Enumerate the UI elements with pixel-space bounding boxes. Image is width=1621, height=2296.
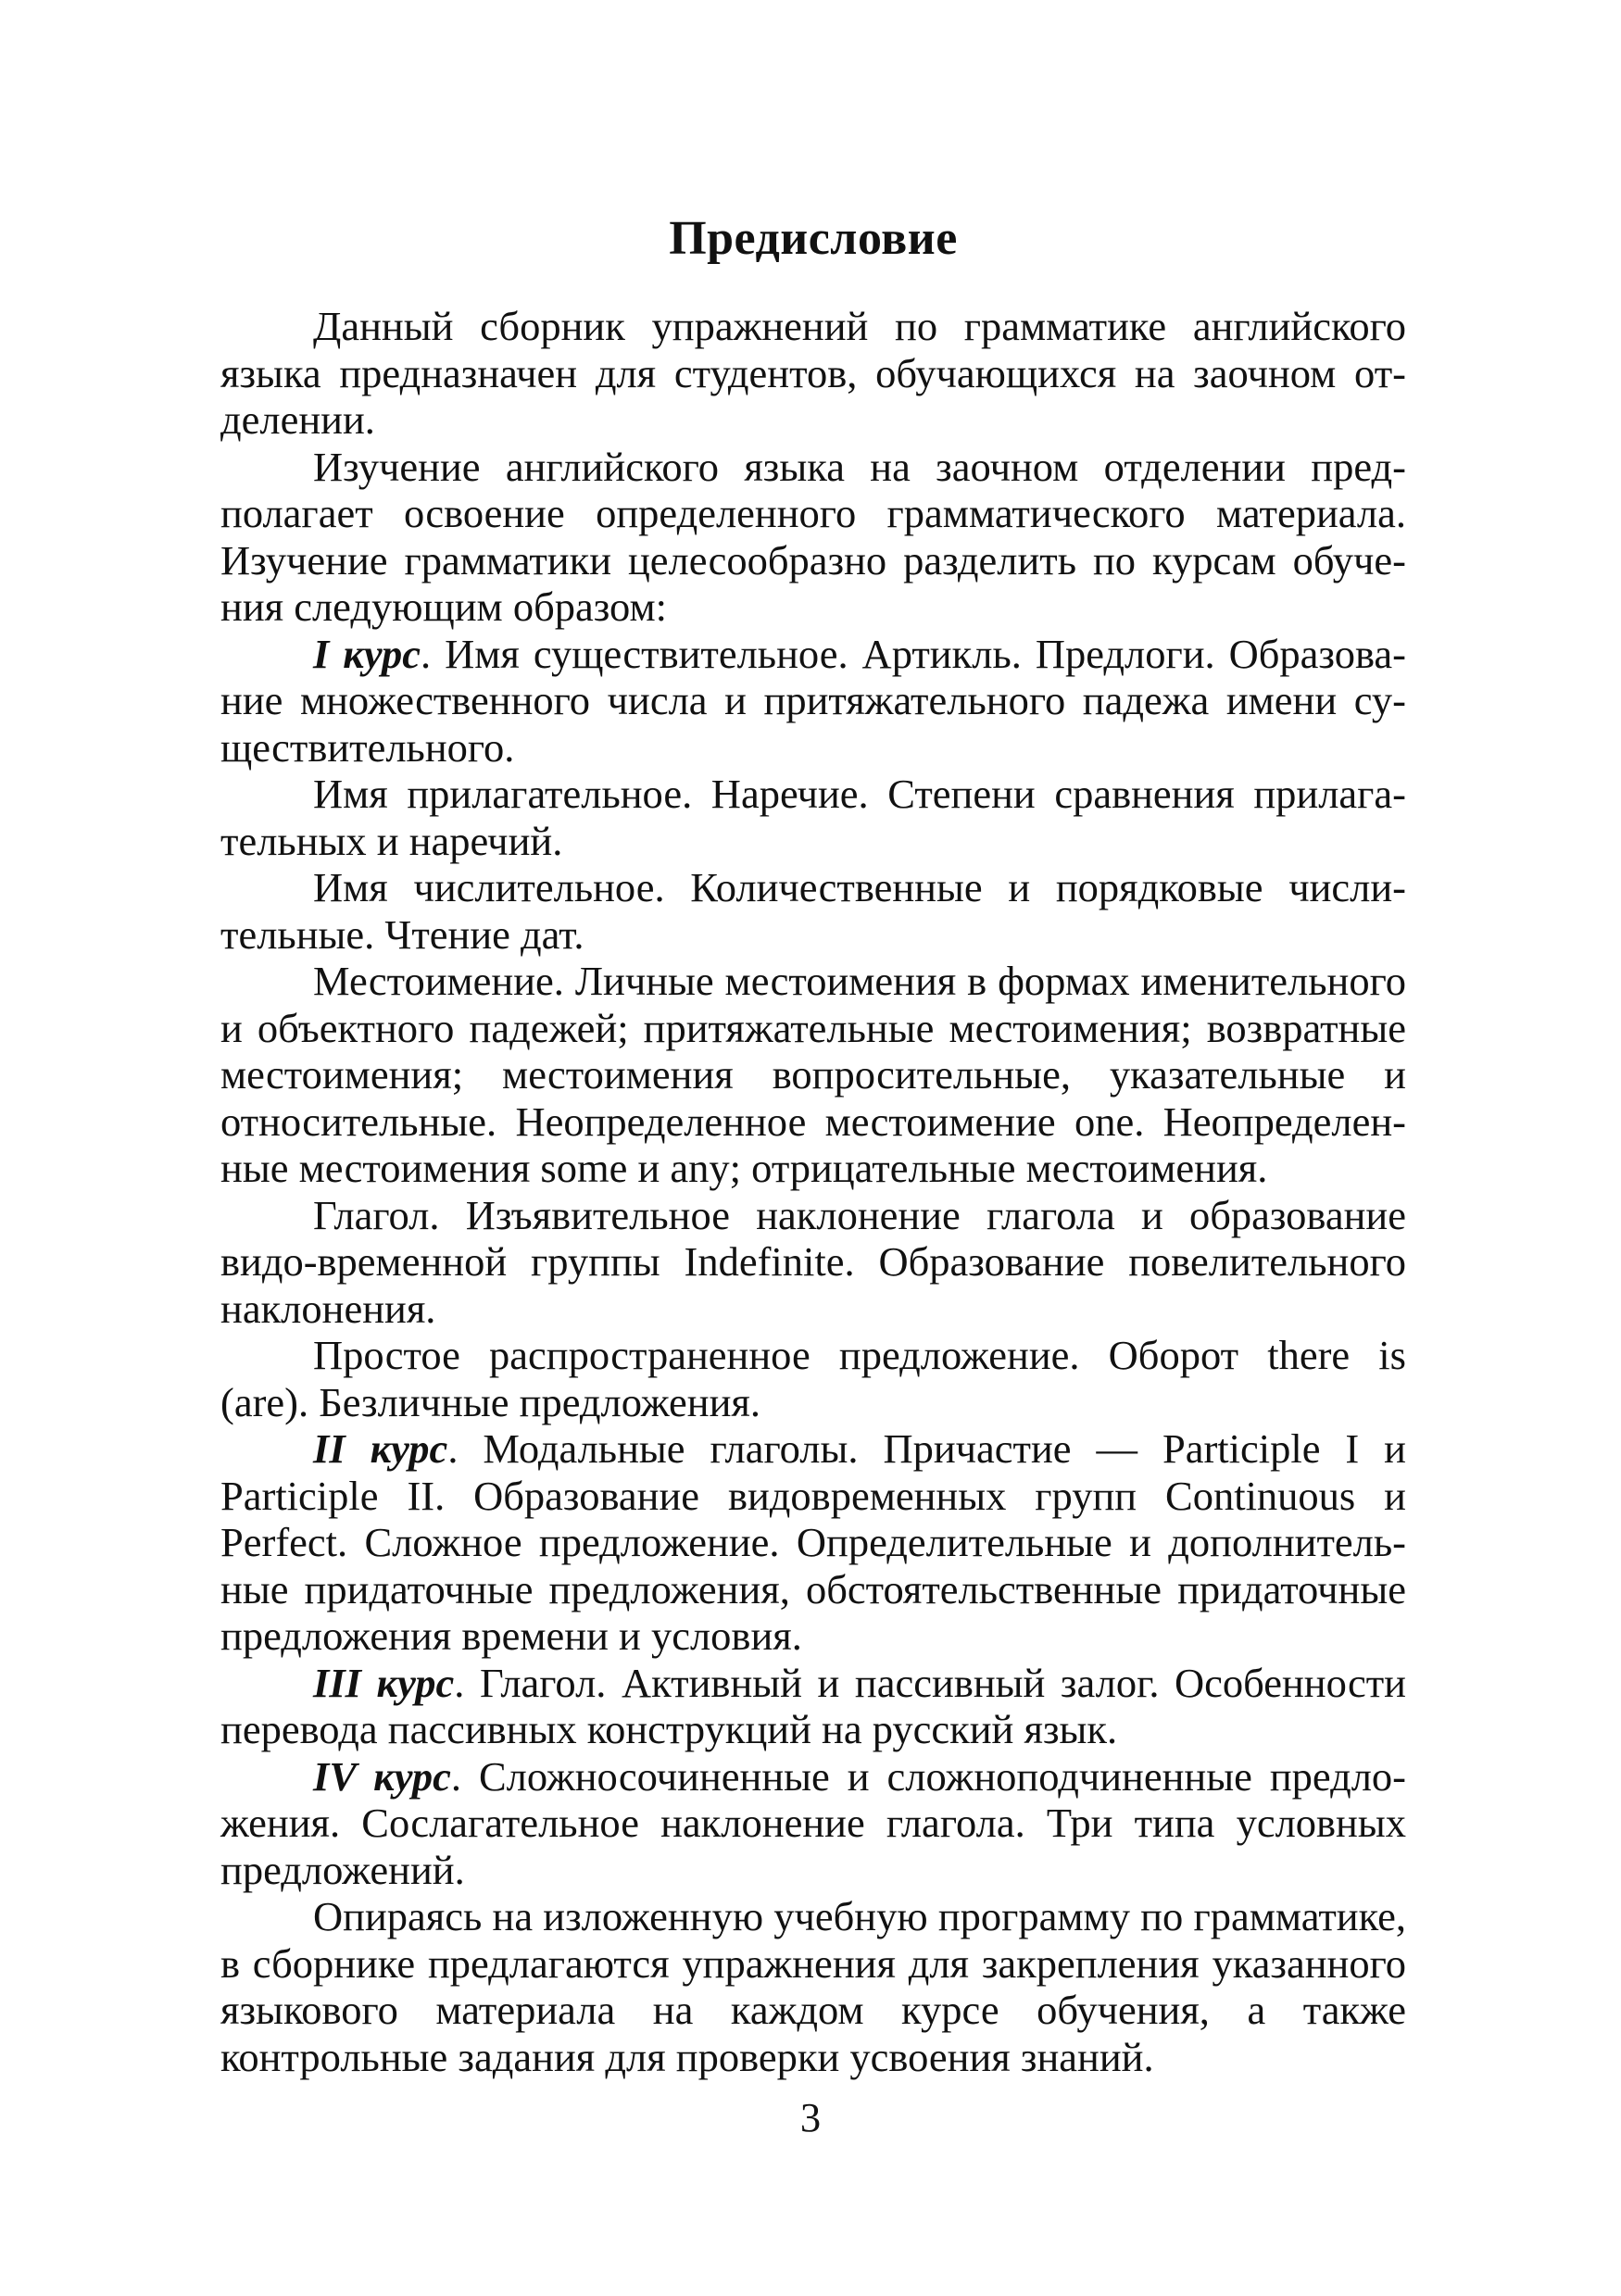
course-4-text: . Сложносочиненные и сложноподчиненные предложения. Сослагательное наклонение глагола. Три типа условных предложений. (220, 1752, 1406, 1893)
paragraph-course-2 (220, 1425, 1406, 1660)
course-1-text: . Имя существительное. Артикль. Предлоги. Образование множественного числа и притяжательного падежа имени существительного. (220, 630, 1406, 771)
page-title: Предисловие (669, 212, 958, 265)
course-2-label: II курс (313, 1425, 448, 1472)
page-number: 3 (799, 2094, 822, 2140)
paragraph-pronoun: Местоимение. Личные местоимения в формах именительного и объектного падежей; притяжательные местоимения; возвратные местоимения; местоимения вопросительные, указательные и относительные. Неопределенное местоимение one. Неопределенные местоимения some и any; отрицательные местоимения. (220, 958, 1406, 1191)
paragraph-closing: Опираясь на изложенную учебную программу по грамматике, в сборнике предлагаются упражнения для закрепления указанного языкового материала на каждом курсе обучения, а также контрольные задания для проверки усвоения знаний. (220, 1893, 1406, 2080)
paragraph-course-4 (220, 1753, 1406, 1894)
course-4-label: IV курс (313, 1752, 451, 1800)
paragraph-numeral: Имя числительное. Количественные и порядковые числительные. Чтение дат. (220, 864, 1406, 958)
course-3-label: III курс (313, 1659, 455, 1706)
course-3-text: . Глагол. Активный и пассивный залог. Особенности перевода пассивных конструкций на русский язык. (220, 1659, 1406, 1752)
paragraph-intro-2: Изучение английского языка на заочном отделении предполагает освоение определенного грамматического материала. Изучение грамматики целесообразно разделить по курсам обучения следующим образом: (220, 443, 1406, 630)
course-1-label: I курс (313, 630, 421, 677)
paragraph-intro-1: Данный сборник упражнений по грамматике английского языка предназначен для студентов, обучающихся на заочном отделении. (220, 303, 1406, 443)
course-2-text: . Модальные глаголы. Причастие — Participle I и Participle II. Образование видовременных групп Continuous и Perfect. Сложное предложение. Определительные и дополнительные придаточные предложения, обстоятельственные придаточные предложения времени и условия. (220, 1425, 1407, 1659)
paragraph-course-3 (220, 1660, 1406, 1753)
paragraph-course-1 (220, 631, 1406, 772)
paragraph-verb: Глагол. Изъявительное наклонение глагола и образование видо-временной группы Indefinite. Образование повелительного наклонения. (220, 1191, 1406, 1332)
paragraph-adjective: Имя прилагательное. Наречие. Степени сравнения прилагательных и наречий. (220, 771, 1406, 864)
page-content (220, 185, 1406, 2080)
paragraph-sentence: Простое распространенное предложение. Оборот there is (are). Безличные предложения. (220, 1332, 1406, 1425)
